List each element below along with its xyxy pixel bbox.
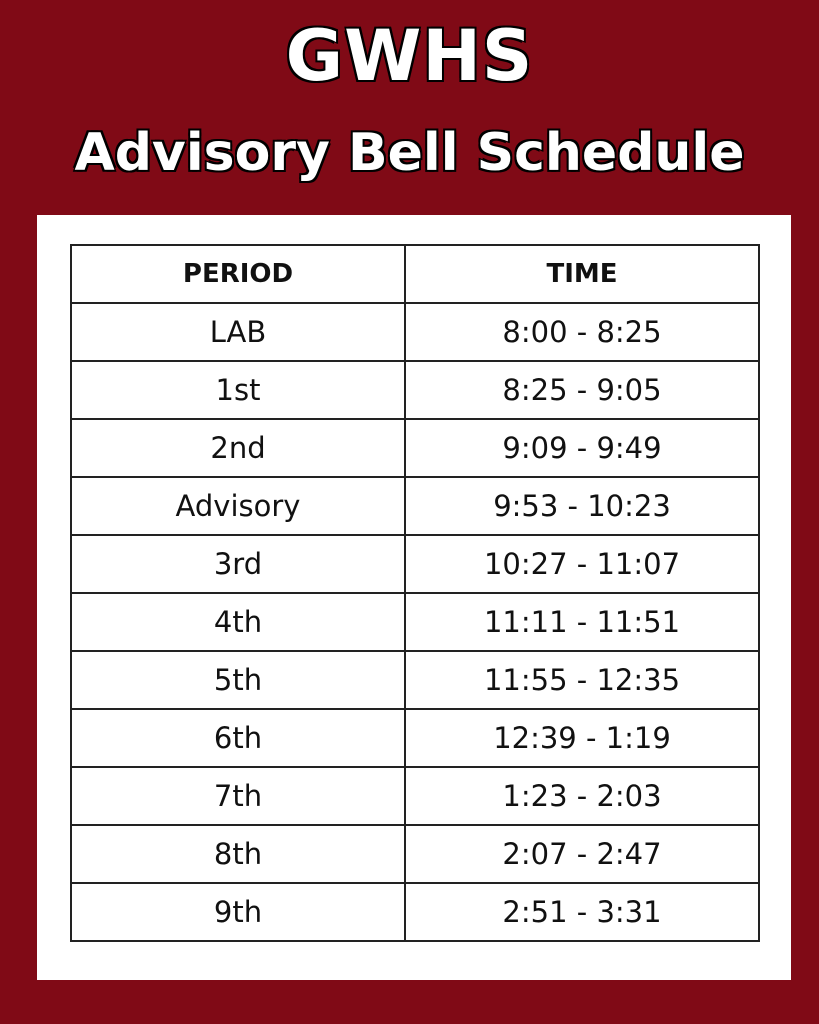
period-cell: 2nd [71, 419, 405, 477]
time-cell: 9:53 - 10:23 [405, 477, 759, 535]
column-header-time: TIME [405, 245, 759, 303]
time-cell: 12:39 - 1:19 [405, 709, 759, 767]
table-row [71, 825, 759, 883]
period-cell: 3rd [71, 535, 405, 593]
table-row [71, 535, 759, 593]
page-subtitle: Advisory Bell Schedule [74, 123, 745, 183]
period-cell: 1st [71, 361, 405, 419]
time-cell: 9:09 - 9:49 [405, 419, 759, 477]
table-row [71, 477, 759, 535]
table-row [71, 651, 759, 709]
table-row [71, 767, 759, 825]
period-cell: 4th [71, 593, 405, 651]
table-row [71, 593, 759, 651]
time-cell: 11:11 - 11:51 [405, 593, 759, 651]
period-cell: Advisory [71, 477, 405, 535]
page-title: GWHS [285, 15, 534, 97]
period-cell: 7th [71, 767, 405, 825]
period-cell: 8th [71, 825, 405, 883]
time-cell: 2:07 - 2:47 [405, 825, 759, 883]
time-cell: 10:27 - 11:07 [405, 535, 759, 593]
time-cell: 8:00 - 8:25 [405, 303, 759, 361]
time-cell: 1:23 - 2:03 [405, 767, 759, 825]
bell-schedule-table [70, 244, 760, 942]
table-row [71, 419, 759, 477]
period-cell: LAB [71, 303, 405, 361]
time-cell: 2:51 - 3:31 [405, 883, 759, 941]
time-cell: 8:25 - 9:05 [405, 361, 759, 419]
table-row [71, 709, 759, 767]
table-row [71, 883, 759, 941]
schedule-panel [37, 215, 791, 980]
time-cell: 11:55 - 12:35 [405, 651, 759, 709]
table-row [71, 303, 759, 361]
table-header-row [71, 245, 759, 303]
table-row [71, 361, 759, 419]
column-header-period: PERIOD [71, 245, 405, 303]
period-cell: 6th [71, 709, 405, 767]
period-cell: 5th [71, 651, 405, 709]
period-cell: 9th [71, 883, 405, 941]
